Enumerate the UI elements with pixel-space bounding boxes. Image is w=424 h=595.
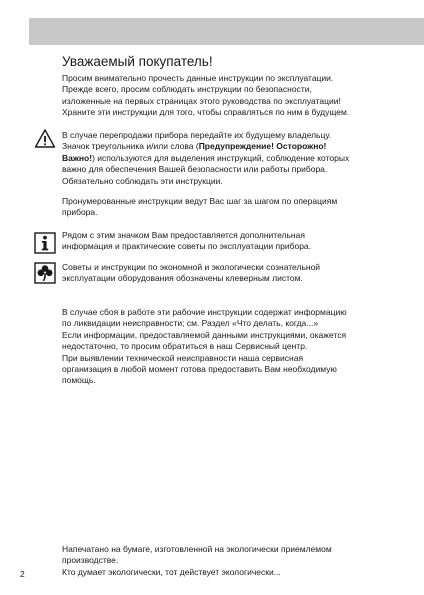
- numbered-instructions-paragraph: [62, 196, 382, 219]
- eco-paragraph: [62, 262, 382, 285]
- footer-note: [62, 544, 372, 578]
- footer-line: Кто думает экологически, тот действует экологически...: [62, 566, 281, 577]
- intro-paragraph: [62, 73, 382, 119]
- warning-line: важно для обеспечения Вашей безопасности или работы прибора.: [62, 164, 328, 175]
- eco-line: эксплуатации оборудования обозначены клеверным листом.: [62, 273, 303, 284]
- clover-icon: [34, 262, 56, 284]
- page-number: 2: [20, 569, 25, 579]
- troubleshooting-line: При выявлении технической неисправности наша сервисная: [62, 352, 304, 363]
- intro-line: Прежде всего, просим соблюдать инструкции по безопасности,: [62, 84, 312, 95]
- warning-keywords: Предупреждение! Осторожно!: [198, 141, 327, 152]
- info-icon: [34, 232, 56, 254]
- info-line: информация и практические советы по эксплуатации прибора.: [62, 241, 312, 252]
- page-title: Уважаемый покупатель!: [62, 54, 213, 69]
- troubleshooting-line: Если информации, предоставляемой данными инструкциями, окажется: [62, 329, 347, 340]
- troubleshooting-line: помощь.: [62, 375, 96, 386]
- footer-line: производстве.: [62, 555, 119, 566]
- info-paragraph: [62, 230, 382, 253]
- warning-paragraph: [62, 130, 382, 187]
- warning-text: ) используются для выделения инструкций, соблюдение которых: [92, 152, 350, 163]
- troubleshooting-line: В случае сбоя в работе эти рабочие инструкции содержат информацию: [62, 307, 347, 317]
- warning-line: [62, 153, 382, 164]
- warning-text: Значок треугольника и/или слова (: [62, 141, 199, 152]
- troubleshooting-line: по ликвидации неисправности; см. Раздел «Что делать, когда...»: [62, 318, 319, 329]
- warning-line: [62, 141, 382, 152]
- troubleshooting-line: недостаточно, то просим обратиться в наш Сервисный центр.: [62, 341, 308, 352]
- warning-line: В случае перепродажи прибора передайте их будущему владельцу.: [62, 130, 332, 140]
- footer-line: Напечатано на бумаге, изготовленной на экологически приемлемом: [62, 544, 332, 554]
- warning-triangle-icon: [34, 128, 56, 150]
- intro-line: изложенные на первых страницах этого руководства по эксплуатации!: [62, 95, 341, 106]
- troubleshooting-line: организация в любой момент готова предоставить Вам необходимую: [62, 364, 337, 375]
- important-keyword: Важно!: [62, 152, 93, 163]
- info-line: Рядом с этим значком Вам предоставляется дополнительная: [62, 230, 305, 240]
- intro-line: Просим внимательно прочесть данные инструкции по эксплуатации.: [62, 73, 334, 83]
- troubleshooting-paragraph: [62, 307, 382, 387]
- intro-line: Храните эти инструкции для того, чтобы справляться по ним в будущем.: [62, 107, 350, 118]
- numbered-line: Пронумерованные инструкции ведут Вас шаг за шагом по операциям: [62, 196, 338, 206]
- header-bar: [29, 18, 424, 45]
- warning-line: Обязательно соблюдать эти инструкции.: [62, 175, 223, 186]
- numbered-line: прибора.: [62, 207, 98, 218]
- eco-line: Советы и инструкции по экономной и экологически сознательной: [62, 262, 321, 272]
